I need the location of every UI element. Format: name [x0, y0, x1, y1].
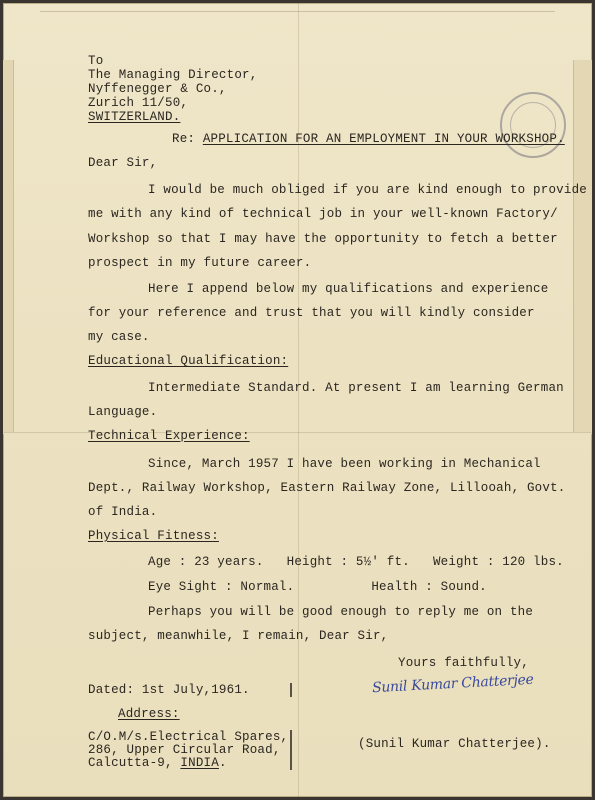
closing-line-1: Perhaps you will be good enough to reply me on the — [148, 605, 534, 619]
education-line-2: Language. — [88, 405, 158, 419]
sender-line-1: C/O.M/s.Electrical Spares, — [88, 730, 289, 744]
typed-bar — [290, 683, 292, 697]
subject-line — [172, 132, 565, 146]
address-line-4: SWITZERLAND. — [88, 110, 181, 124]
fitness-line-1: Age : 23 years. Height : 5½' ft. Weight : 120 lbs. — [148, 555, 564, 569]
handwritten-signature: Sunil Kumar Chatterjee — [371, 671, 534, 697]
para2-line-3: my case. — [88, 330, 150, 344]
address-to: To — [88, 54, 104, 68]
para1-line-3: Workshop so that I may have the opportunity to fetch a better — [88, 232, 558, 246]
postmark-stamp — [500, 92, 566, 158]
para2-line-1: Here I append below my qualifications and experience — [148, 282, 549, 296]
salutation: Dear Sir, — [88, 156, 158, 170]
sender-name: (Sunil Kumar Chatterjee). — [358, 737, 551, 751]
sender-city: Calcutta-9, — [88, 756, 181, 770]
left-fold-flap — [3, 60, 14, 432]
sender-line-2: 286, Upper Circular Road, — [88, 743, 281, 757]
subject-prefix: Re: — [172, 132, 196, 146]
para2-line-2: for your reference and trust that you will kindly consider — [88, 306, 535, 320]
address-line-1: The Managing Director, — [88, 68, 258, 82]
right-fold-flap — [573, 60, 592, 432]
sender-address-heading: Address: — [118, 707, 180, 721]
experience-line-2: Dept., Railway Workshop, Eastern Railway Zone, Lillooah, Govt. — [88, 481, 566, 495]
fitness-heading: Physical Fitness: — [88, 529, 219, 543]
closing-line-2: subject, meanwhile, I remain, Dear Sir, — [88, 629, 389, 643]
para1-line-4: prospect in my future career. — [88, 256, 312, 270]
typed-bar-2 — [290, 730, 292, 770]
dated-line: Dated: 1st July,1961. — [88, 683, 250, 697]
subject-text: APPLICATION FOR AN EMPLOYMENT IN YOUR WORKSHOP. — [202, 132, 565, 146]
education-line-1: Intermediate Standard. At present I am learning German — [148, 381, 564, 395]
fitness-line-2: Eye Sight : Normal. Health : Sound. — [148, 580, 487, 594]
experience-line-3: of India. — [88, 505, 158, 519]
sender-line-end: . — [218, 756, 227, 770]
para1-line-2: me with any kind of technical job in your well-known Factory/ — [88, 207, 558, 221]
sender-country: INDIA — [180, 756, 219, 770]
vertical-fold-crease — [298, 3, 299, 797]
yours-faithfully: Yours faithfully, — [398, 656, 529, 670]
education-heading: Educational Qualification: — [88, 354, 289, 368]
experience-heading: Technical Experience: — [88, 429, 250, 443]
sender-line-3 — [88, 756, 227, 770]
para1-line-1: I would be much obliged if you are kind enough to provide — [148, 183, 587, 197]
address-line-2: Nyffenegger & Co., — [88, 82, 227, 96]
address-line-3: Zurich 11/50, — [88, 96, 189, 110]
experience-line-1: Since, March 1957 I have been working in Mechanical — [148, 457, 541, 471]
